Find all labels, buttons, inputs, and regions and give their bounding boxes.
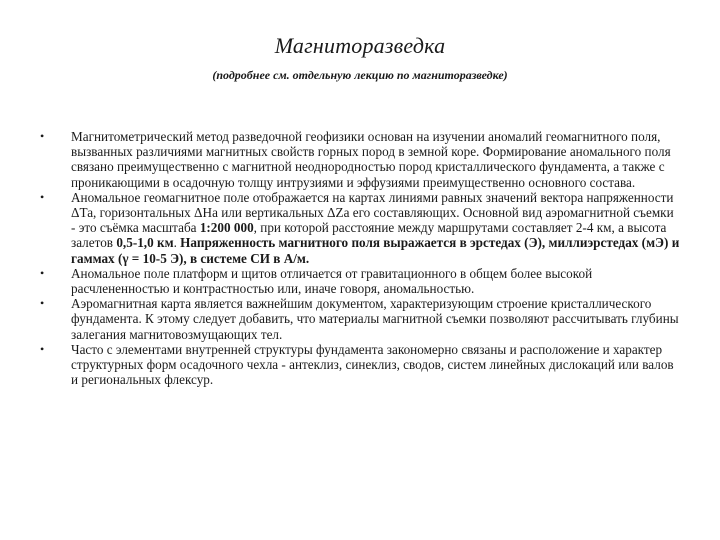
bullet-dot-icon: • [40, 296, 45, 311]
bullet-text-4: Аэромагнитная карта является важнейшим документом, характеризующим строение кристаллического фундамента. К этому следует добавить, что материалы магнитной съемки позволяют рассчитывать глубины залегания магнитовозмущающих тел. [71, 296, 679, 342]
bullet-2-part-2: , при которой расстояние между маршрутами составляет 2-4 км, а высота залетов [71, 220, 667, 251]
bullet-text-2 [71, 190, 680, 266]
bullet-dot-icon: • [40, 129, 45, 143]
bullet-item-5 [40, 342, 680, 388]
slide-subtitle: (подробнее см. отдельную лекцию по магниторазведке) [212, 68, 508, 82]
bullet-item-3 [40, 266, 680, 296]
bullet-dot-icon: • [40, 341, 45, 356]
bullet-list [40, 129, 680, 387]
bullet-item-2 [40, 190, 680, 266]
bullet-item-1 [40, 129, 680, 190]
bullet-2-part-1: Аномальное геомагнитное поле отображается на картах линиями равных значений вектора напряженности ΔТа, горизонтальных ΔНа или вертикальных ΔZа его составляющих. Основной вид аэромагнитной съемки - это съёмка масштаба [71, 189, 674, 236]
bullet-2-part-3: . [173, 235, 181, 251]
slide-title: Магниторазведка [274, 33, 446, 58]
survey-scale: 1:200 000 [199, 220, 254, 236]
bullet-text-1: Магнитометрический метод разведочной геофизики основан на изучении аномалий геомагнитного поля, вызванных различиями магнитных свойств горных пород в земной коре. Формирование аномального поля связано преимущественно с магнитной неоднородностью пород кристаллического фундамента, а также с проникающими в осадочную толщу интрузиями и эффузиями преимущественно основного состава. [71, 129, 671, 190]
field-units-statement: Напряженность магнитного поля выражается в эрстедах (Э), миллиэрстедах (мЭ) и гаммах (γ = 10-5 Э), в системе СИ в А/м. [71, 235, 680, 266]
bullet-item-4 [40, 296, 680, 342]
bullet-text-3: Аномальное поле платформ и щитов отличается от гравитационного в общем более высокой расчлененностью и контрастностью или, иначе говоря, аномальностью. [71, 265, 593, 297]
bullet-dot-icon: • [40, 189, 45, 204]
bullet-dot-icon: • [40, 265, 45, 280]
flight-height: 0,5-1,0 км [116, 235, 174, 251]
bullet-text-5: Часто с элементами внутренней структуры фундамента закономерно связаны и расположение и характер структурных форм осадочного чехла - антеклиз, синеклиз, сводов, систем линейных дислокаций или валов и региональных флексур. [71, 341, 674, 388]
